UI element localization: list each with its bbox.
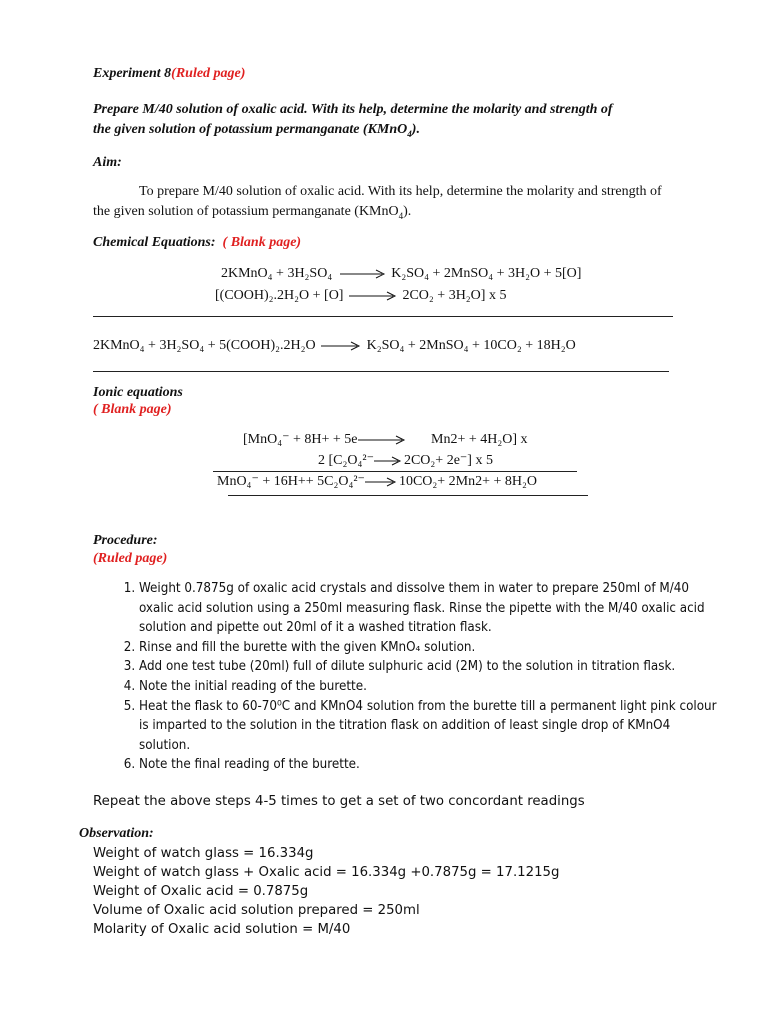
reaction-arrow-icon <box>365 477 399 487</box>
question-line-1: Prepare M/40 solution of oxalic acid. With its help, determine the molarity and strength of <box>93 102 613 117</box>
list-item: 5. Heat the flask to 60-70⁰C and KMnO4 solution from the burette till a permanent light pink colour is imparted to the solution in the titration flask on addition of least single drop of KMnO4 solution. <box>139 697 724 756</box>
experiment-title: Experiment 8(Ruled page) <box>93 66 246 81</box>
ionic-heading: Ionic equations <box>93 385 183 400</box>
list-item: 4. Note the initial reading of the burette. <box>139 677 724 697</box>
list-item: 6. Note the final reading of the burette. <box>139 755 724 775</box>
chem-tag: ( Blank page) <box>222 235 302 250</box>
overall-equation: 2KMnO₄ + 3H₂SO₄ + 5(COOH)₂.2H₂O K₂SO₄ + 2MnSO₄ + 10CO₂ + 18H₂O <box>93 338 576 353</box>
observation-heading: Observation: <box>79 826 154 841</box>
procedure-steps <box>93 579 724 775</box>
observation-line: Weight of Oxalic acid = 0.7875g <box>93 884 309 899</box>
experiment-tag: (Ruled page) <box>171 66 246 81</box>
divider <box>93 371 669 372</box>
procedure-tag: (Ruled page) <box>93 551 168 566</box>
reaction-arrow-icon <box>319 341 363 351</box>
divider <box>228 495 588 496</box>
divider <box>93 316 673 317</box>
observation-line: Weight of watch glass + Oxalic acid = 16.334g +0.7875g = 17.1215g <box>93 865 560 880</box>
equation-2: [(COOH)₂.2H₂O + [O] 2CO₂ + 3H₂O] x 5 <box>215 288 507 303</box>
ionic-equation-1: [MnO₄⁻ + 8H+ + 5e Mn2+ + 4H₂O] x <box>243 432 528 447</box>
chem-heading: Chemical Equations: ( Blank page) <box>93 235 302 250</box>
ionic-equation-3: MnO₄⁻ + 16H++ 5C₂O₄²⁻ 10CO₂+ 2Mn2+ + 8H₂O <box>217 474 538 489</box>
aim-heading: Aim: <box>93 155 122 170</box>
question-line-2: the given solution of potassium permanganate (KMnO$_4$). <box>93 122 420 139</box>
observation-line: Volume of Oxalic acid solution prepared = 250ml <box>93 903 420 918</box>
procedure-heading: Procedure: <box>93 533 158 548</box>
ionic-tag: ( Blank page) <box>93 402 172 417</box>
divider <box>213 471 577 472</box>
reaction-arrow-icon <box>374 456 404 466</box>
reaction-arrow-icon <box>336 269 388 279</box>
reaction-arrow-icon <box>358 435 408 445</box>
reaction-arrow-icon <box>347 291 399 301</box>
list-item: 2. Rinse and fill the burette with the given KMnO₄ solution. <box>139 638 724 658</box>
observation-line: Molarity of Oxalic acid solution = M/40 <box>93 922 351 937</box>
list-item: 3. Add one test tube (20ml) full of dilute sulphuric acid (2M) to the solution in titration flask. <box>139 657 724 677</box>
list-item: 1. Weight 0.7875g of oxalic acid crystals and dissolve them in water to prepare 250ml of M/40 oxalic acid solution using a 250ml measuring flask. Rinse the pipette with the M/40 oxalic acid solution and pipette out 20ml of it a washed titration flask. <box>139 579 724 638</box>
repeat-text: Repeat the above steps 4-5 times to get a set of two concordant readings <box>93 794 585 809</box>
ionic-equation-2: 2 [C₂O₄²⁻ 2CO₂+ 2e⁻] x 5 <box>318 453 493 468</box>
observation-line: Weight of watch glass = 16.334g <box>93 846 314 861</box>
aim-text: To prepare M/40 solution of oxalic acid. With its help, determine the molarity and strength of the given solution of potassium permanganate (KMnO$_4$). <box>93 184 662 221</box>
equation-1: 2KMnO₄ + 3H₂SO₄ K₂SO₄ + 2MnSO₄ + 3H₂O + 5[O] <box>221 266 582 281</box>
